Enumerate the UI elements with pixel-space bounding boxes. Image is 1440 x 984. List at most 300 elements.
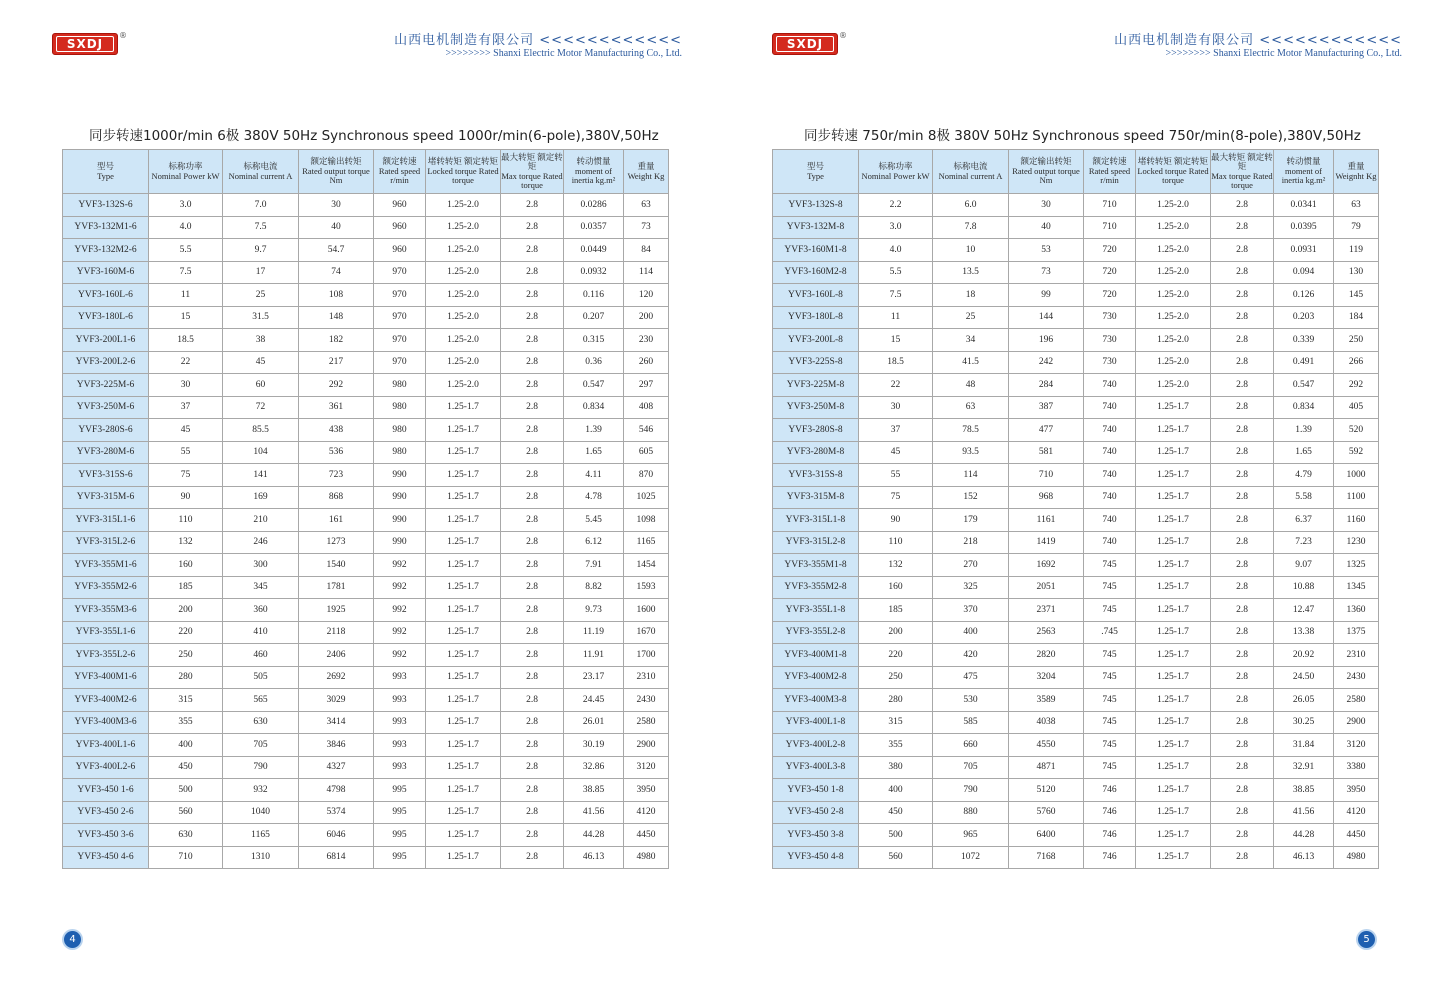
table-cell: 360 xyxy=(223,599,299,622)
model-type-cell: YVF3-355M3-6 xyxy=(63,599,149,622)
table-row xyxy=(773,599,1379,622)
table-cell: 5.45 xyxy=(564,509,624,532)
header-label-cn: 标称功率 xyxy=(168,161,203,171)
table-cell: 2.8 xyxy=(1211,599,1274,622)
table-cell: 1.25-1.7 xyxy=(426,531,501,554)
table-cell: 370 xyxy=(933,599,1009,622)
table-cell: 4038 xyxy=(1009,711,1084,734)
table-cell: 63 xyxy=(624,194,669,217)
table-cell: 6046 xyxy=(299,824,374,847)
table-cell: 387 xyxy=(1009,396,1084,419)
model-type-cell: YVF3-200L1-6 xyxy=(63,329,149,352)
table-cell: 560 xyxy=(859,846,933,869)
table-cell: 1040 xyxy=(223,801,299,824)
table-cell: 45 xyxy=(859,441,933,464)
table-cell: 585 xyxy=(933,711,1009,734)
table-cell: 114 xyxy=(624,261,669,284)
table-cell: 400 xyxy=(933,621,1009,644)
table-cell: 2406 xyxy=(299,644,374,667)
table-cell: 2.8 xyxy=(1211,734,1274,757)
table-row xyxy=(63,441,669,464)
table-cell: 438 xyxy=(299,419,374,442)
table-row xyxy=(773,441,1379,464)
table-cell: 1.25-1.7 xyxy=(426,396,501,419)
table-cell: 250 xyxy=(1334,329,1379,352)
column-header xyxy=(859,150,933,194)
model-type-cell: YVF3-450 3-6 xyxy=(63,824,149,847)
table-cell: 970 xyxy=(374,306,426,329)
table-cell: 315 xyxy=(859,711,933,734)
table-cell: 108 xyxy=(299,284,374,307)
table-cell: 355 xyxy=(149,711,223,734)
table-cell: 746 xyxy=(1084,846,1136,869)
table-cell: 37 xyxy=(859,419,933,442)
table-cell: 1.25-2.0 xyxy=(426,239,501,262)
table-cell: 2.8 xyxy=(1211,801,1274,824)
company-logo xyxy=(772,31,847,55)
table-cell: 6.0 xyxy=(933,194,1009,217)
table-row xyxy=(63,486,669,509)
table-row xyxy=(63,284,669,307)
table-cell: 12.47 xyxy=(1274,599,1334,622)
table-cell: 6.12 xyxy=(564,531,624,554)
model-type-cell: YVF3-200L2-6 xyxy=(63,351,149,374)
page-number: 5 xyxy=(1358,931,1375,948)
header-label-cn: 堵转转矩 额定转矩 xyxy=(1137,156,1209,167)
column-header xyxy=(1334,150,1379,194)
table-cell: 0.339 xyxy=(1274,329,1334,352)
table-cell: 2.8 xyxy=(1211,531,1274,554)
table-cell: 5.58 xyxy=(1274,486,1334,509)
table-cell: 160 xyxy=(149,554,223,577)
table-cell: 11 xyxy=(859,306,933,329)
table-cell: 218 xyxy=(933,531,1009,554)
table-cell: 2580 xyxy=(624,711,669,734)
model-type-cell: YVF3-400L2-6 xyxy=(63,756,149,779)
table-cell: 2.8 xyxy=(1211,621,1274,644)
table-cell: 292 xyxy=(1334,374,1379,397)
table-cell: 993 xyxy=(374,666,426,689)
table-cell: 1230 xyxy=(1334,531,1379,554)
model-type-cell: YVF3-250M-6 xyxy=(63,396,149,419)
table-cell: 745 xyxy=(1084,576,1136,599)
table-cell: 1360 xyxy=(1334,599,1379,622)
model-type-cell: YVF3-450 4-6 xyxy=(63,846,149,869)
table-row xyxy=(773,284,1379,307)
table-cell: 93.5 xyxy=(933,441,1009,464)
table-cell: 2.8 xyxy=(501,216,564,239)
table-cell: 1.25-1.7 xyxy=(1136,734,1211,757)
table-cell: 720 xyxy=(1084,284,1136,307)
table-cell: 2.8 xyxy=(501,576,564,599)
column-header xyxy=(1009,150,1084,194)
table-cell: 15 xyxy=(149,306,223,329)
table-cell: 9.07 xyxy=(1274,554,1334,577)
header-label-en: Type xyxy=(97,170,114,181)
model-type-cell: YVF3-355L2-8 xyxy=(773,621,859,644)
table-row xyxy=(773,779,1379,802)
table-row xyxy=(773,666,1379,689)
table-cell: 2.8 xyxy=(1211,239,1274,262)
header-label-cn: 额定输出转矩 xyxy=(1020,156,1072,167)
table-cell: 13.38 xyxy=(1274,621,1334,644)
model-type-cell: YVF3-132M-8 xyxy=(773,216,859,239)
column-header xyxy=(63,150,149,194)
model-type-cell: YVF3-355M1-8 xyxy=(773,554,859,577)
header-label-en: Max torque Rated torque xyxy=(1211,170,1273,190)
table-cell: 1325 xyxy=(1334,554,1379,577)
table-cell: 2.8 xyxy=(501,824,564,847)
table-cell: 7.8 xyxy=(933,216,1009,239)
model-type-cell: YVF3-280S-6 xyxy=(63,419,149,442)
table-cell: 2.8 xyxy=(1211,351,1274,374)
table-cell: 1.25-1.7 xyxy=(1136,419,1211,442)
registered-mark: ® xyxy=(839,31,847,40)
model-type-cell: YVF3-315L1-6 xyxy=(63,509,149,532)
table-cell: 970 xyxy=(374,261,426,284)
table-cell: 250 xyxy=(859,666,933,689)
table-cell: 4450 xyxy=(1334,824,1379,847)
table-cell: 15 xyxy=(859,329,933,352)
table-cell: 2.8 xyxy=(1211,441,1274,464)
table-cell: 1.25-2.0 xyxy=(1136,329,1211,352)
table-cell: 720 xyxy=(1084,239,1136,262)
header-label-en: Locked torque Rated torque xyxy=(1137,165,1209,186)
table-row xyxy=(63,261,669,284)
table-cell: 3204 xyxy=(1009,666,1084,689)
header-label-cn: 重量 xyxy=(637,161,655,171)
header-label-en: Rated speed r/min xyxy=(1088,165,1131,186)
table-cell: 2.8 xyxy=(501,801,564,824)
table-cell: 270 xyxy=(933,554,1009,577)
model-type-cell: YVF3-315M-8 xyxy=(773,486,859,509)
table-cell: 745 xyxy=(1084,599,1136,622)
table-cell: 730 xyxy=(1084,306,1136,329)
table-cell: 46.13 xyxy=(564,846,624,869)
table-row xyxy=(63,621,669,644)
table-row xyxy=(63,306,669,329)
table-cell: 45 xyxy=(223,351,299,374)
model-type-cell: YVF3-400M3-8 xyxy=(773,689,859,712)
table-cell: 477 xyxy=(1009,419,1084,442)
table-cell: 41.5 xyxy=(933,351,1009,374)
table-cell: 0.491 xyxy=(1274,351,1334,374)
table-cell: 220 xyxy=(149,621,223,644)
table-cell: 230 xyxy=(624,329,669,352)
table-cell: 990 xyxy=(374,486,426,509)
header-label-en: Nominal current A xyxy=(228,170,293,181)
table-cell: 710 xyxy=(149,846,223,869)
table-cell: 1.25-1.7 xyxy=(1136,509,1211,532)
table-cell: 38.85 xyxy=(1274,779,1334,802)
table-row xyxy=(773,261,1379,284)
table-cell: 119 xyxy=(1334,239,1379,262)
table-cell: 1.25-1.7 xyxy=(1136,666,1211,689)
table-cell: 2.8 xyxy=(501,464,564,487)
column-header xyxy=(933,150,1009,194)
table-cell: 970 xyxy=(374,351,426,374)
model-type-cell: YVF3-400L3-8 xyxy=(773,756,859,779)
table-cell: 745 xyxy=(1084,644,1136,667)
table-cell: 185 xyxy=(149,576,223,599)
table-row xyxy=(63,396,669,419)
table-cell: 2.8 xyxy=(1211,554,1274,577)
table-cell: 1.39 xyxy=(1274,419,1334,442)
model-type-cell: YVF3-225S-8 xyxy=(773,351,859,374)
table-cell: 200 xyxy=(624,306,669,329)
table-cell: 2.8 xyxy=(501,329,564,352)
model-type-cell: YVF3-315M-6 xyxy=(63,486,149,509)
table-cell: 44.28 xyxy=(564,824,624,847)
table-cell: 110 xyxy=(859,531,933,554)
table-cell: 380 xyxy=(859,756,933,779)
table-cell: 7.91 xyxy=(564,554,624,577)
table-cell: 22 xyxy=(859,374,933,397)
model-type-cell: YVF3-355M2-8 xyxy=(773,576,859,599)
model-type-cell: YVF3-160L-6 xyxy=(63,284,149,307)
table-cell: 0.0449 xyxy=(564,239,624,262)
table-cell: 1.25-2.0 xyxy=(426,261,501,284)
table-cell: 200 xyxy=(149,599,223,622)
table-cell: 361 xyxy=(299,396,374,419)
table-cell: 4550 xyxy=(1009,734,1084,757)
table-cell: 1540 xyxy=(299,554,374,577)
table-cell: 55 xyxy=(149,441,223,464)
table-cell: 868 xyxy=(299,486,374,509)
table-cell: 730 xyxy=(1084,351,1136,374)
model-type-cell: YVF3-400M2-6 xyxy=(63,689,149,712)
table-cell: 746 xyxy=(1084,801,1136,824)
table-cell: 90 xyxy=(859,509,933,532)
table-cell: 0.547 xyxy=(1274,374,1334,397)
table-cell: 4871 xyxy=(1009,756,1084,779)
table-cell: 960 xyxy=(374,216,426,239)
table-cell: 2.8 xyxy=(1211,329,1274,352)
table-cell: 7.5 xyxy=(859,284,933,307)
table-cell: 1098 xyxy=(624,509,669,532)
table-cell: 730 xyxy=(1084,329,1136,352)
table-cell: 0.0357 xyxy=(564,216,624,239)
table-cell: 420 xyxy=(933,644,1009,667)
table-cell: 1670 xyxy=(624,621,669,644)
table-cell: 260 xyxy=(624,351,669,374)
table-cell: 990 xyxy=(374,464,426,487)
header-label-en: Rated output torque Nm xyxy=(302,165,370,186)
header-label-en: Nominal Power kW xyxy=(151,170,220,181)
table-cell: 1.25-1.7 xyxy=(1136,644,1211,667)
table-cell: 0.36 xyxy=(564,351,624,374)
table-cell: 0.207 xyxy=(564,306,624,329)
table-row xyxy=(63,576,669,599)
table-cell: 2118 xyxy=(299,621,374,644)
table-row xyxy=(773,306,1379,329)
table-cell: 1925 xyxy=(299,599,374,622)
table-cell: 565 xyxy=(223,689,299,712)
table-cell: 1.25-1.7 xyxy=(426,779,501,802)
table-cell: 1025 xyxy=(624,486,669,509)
column-header xyxy=(1274,150,1334,194)
table-cell: 1345 xyxy=(1334,576,1379,599)
model-type-cell: YVF3-280M-8 xyxy=(773,441,859,464)
table-header-row xyxy=(773,150,1379,194)
table-cell: 26.05 xyxy=(1274,689,1334,712)
table-cell: 11 xyxy=(149,284,223,307)
model-type-cell: YVF3-450 1-6 xyxy=(63,779,149,802)
table-cell: 2.8 xyxy=(1211,509,1274,532)
table-row xyxy=(63,824,669,847)
table-cell: 2.8 xyxy=(1211,396,1274,419)
header-label-en: Nominal current A xyxy=(938,170,1003,181)
table-cell: 740 xyxy=(1084,486,1136,509)
table-cell: 2.8 xyxy=(501,284,564,307)
table-cell: 705 xyxy=(933,756,1009,779)
table-cell: 2.8 xyxy=(501,509,564,532)
table-cell: 114 xyxy=(933,464,1009,487)
column-header xyxy=(299,150,374,194)
table-cell: 30 xyxy=(149,374,223,397)
table-cell: 11.91 xyxy=(564,644,624,667)
table-cell: 73 xyxy=(1009,261,1084,284)
table-row xyxy=(63,846,669,869)
table-cell: 2.8 xyxy=(1211,194,1274,217)
table-cell: 4120 xyxy=(1334,801,1379,824)
header-label-cn: 型号 xyxy=(806,161,824,171)
company-name-cn: 山西电机制造有限公司 <<<<<<<<<<<< xyxy=(1114,33,1402,48)
header-label-cn: 堵转转矩 额定转矩 xyxy=(427,156,499,167)
table-cell: 1.25-1.7 xyxy=(426,711,501,734)
table-row xyxy=(63,734,669,757)
table-cell: 37 xyxy=(149,396,223,419)
table-cell: 41.56 xyxy=(1274,801,1334,824)
table-cell: 705 xyxy=(223,734,299,757)
table-cell: 746 xyxy=(1084,824,1136,847)
table-cell: 73 xyxy=(624,216,669,239)
model-type-cell: YVF3-355M2-6 xyxy=(63,576,149,599)
model-type-cell: YVF3-450 1-8 xyxy=(773,779,859,802)
table-cell: 990 xyxy=(374,531,426,554)
table-cell: 30 xyxy=(299,194,374,217)
table-cell: 4980 xyxy=(1334,846,1379,869)
table-cell: 2.8 xyxy=(501,351,564,374)
table-cell: 196 xyxy=(1009,329,1084,352)
table-cell: 79 xyxy=(1334,216,1379,239)
table-cell: 18.5 xyxy=(859,351,933,374)
model-type-cell: YVF3-450 2-6 xyxy=(63,801,149,824)
table-cell: 4.79 xyxy=(1274,464,1334,487)
table-cell: 104 xyxy=(223,441,299,464)
company-name-cn: 山西电机制造有限公司 <<<<<<<<<<<< xyxy=(394,33,682,48)
table-cell: 1165 xyxy=(624,531,669,554)
table-row xyxy=(63,644,669,667)
logo-text: SXDJ xyxy=(786,37,824,51)
table-cell: 1310 xyxy=(223,846,299,869)
model-type-cell: YVF3-250M-8 xyxy=(773,396,859,419)
table-cell: 1.25-1.7 xyxy=(1136,576,1211,599)
table-row xyxy=(773,351,1379,374)
table-cell: 3380 xyxy=(1334,756,1379,779)
model-type-cell: YVF3-450 3-8 xyxy=(773,824,859,847)
table-cell: 20.92 xyxy=(1274,644,1334,667)
table-cell: 120 xyxy=(624,284,669,307)
table-cell: 10 xyxy=(933,239,1009,262)
table-cell: 246 xyxy=(223,531,299,554)
table-cell: 2820 xyxy=(1009,644,1084,667)
column-header xyxy=(223,150,299,194)
table-cell: 6814 xyxy=(299,846,374,869)
table-cell: 1.25-1.7 xyxy=(426,801,501,824)
table-cell: 1700 xyxy=(624,644,669,667)
table-cell: 1.25-2.0 xyxy=(1136,374,1211,397)
table-cell: 2.8 xyxy=(501,666,564,689)
table-cell: 5760 xyxy=(1009,801,1084,824)
table-cell: 1.25-1.7 xyxy=(426,419,501,442)
table-cell: 2.8 xyxy=(501,846,564,869)
table-cell: 2.8 xyxy=(1211,756,1274,779)
table-cell: 74 xyxy=(299,261,374,284)
table-cell: 880 xyxy=(933,801,1009,824)
model-type-cell: YVF3-400L2-8 xyxy=(773,734,859,757)
table-cell: 992 xyxy=(374,576,426,599)
table-cell: 1.65 xyxy=(1274,441,1334,464)
table-cell: 1.25-1.7 xyxy=(426,486,501,509)
table-cell: 38.85 xyxy=(564,779,624,802)
table-cell: 745 xyxy=(1084,666,1136,689)
table-cell: 325 xyxy=(933,576,1009,599)
table-cell: 992 xyxy=(374,621,426,644)
table-cell: 2.8 xyxy=(501,644,564,667)
table-cell: 993 xyxy=(374,734,426,757)
table-cell: 970 xyxy=(374,284,426,307)
table-cell: 2051 xyxy=(1009,576,1084,599)
table-cell: 22 xyxy=(149,351,223,374)
table-row xyxy=(63,194,669,217)
model-type-cell: YVF3-400L1-8 xyxy=(773,711,859,734)
table-row xyxy=(773,689,1379,712)
table-cell: 993 xyxy=(374,756,426,779)
table-cell: 960 xyxy=(374,239,426,262)
model-type-cell: YVF3-132S-6 xyxy=(63,194,149,217)
header-label-en: Rated speed r/min xyxy=(378,165,421,186)
table-cell: 3589 xyxy=(1009,689,1084,712)
logo-text: SXDJ xyxy=(66,37,104,51)
table-cell: 17 xyxy=(223,261,299,284)
table-cell: 1.25-2.0 xyxy=(1136,261,1211,284)
table-cell: 1375 xyxy=(1334,621,1379,644)
table-cell: 75 xyxy=(149,464,223,487)
table-cell: 0.0395 xyxy=(1274,216,1334,239)
table-cell: 2.8 xyxy=(1211,779,1274,802)
table-cell: 8.82 xyxy=(564,576,624,599)
table-row xyxy=(63,666,669,689)
right-page xyxy=(720,0,1440,984)
table-cell: 2371 xyxy=(1009,599,1084,622)
table-cell: 31.5 xyxy=(223,306,299,329)
header-label-en: Max torque Rated torque xyxy=(501,170,563,190)
table-cell: 18 xyxy=(933,284,1009,307)
table-cell: 1273 xyxy=(299,531,374,554)
table-cell: 1.65 xyxy=(564,441,624,464)
table-cell: 132 xyxy=(859,554,933,577)
table-cell: 34 xyxy=(933,329,1009,352)
column-header xyxy=(1084,150,1136,194)
table-cell: 1.25-2.0 xyxy=(1136,239,1211,262)
table-cell: 266 xyxy=(1334,351,1379,374)
table-row xyxy=(63,801,669,824)
table-cell: 6.37 xyxy=(1274,509,1334,532)
table-cell: 475 xyxy=(933,666,1009,689)
header-label-cn: 转动惯量 xyxy=(576,156,611,167)
table-row xyxy=(773,374,1379,397)
